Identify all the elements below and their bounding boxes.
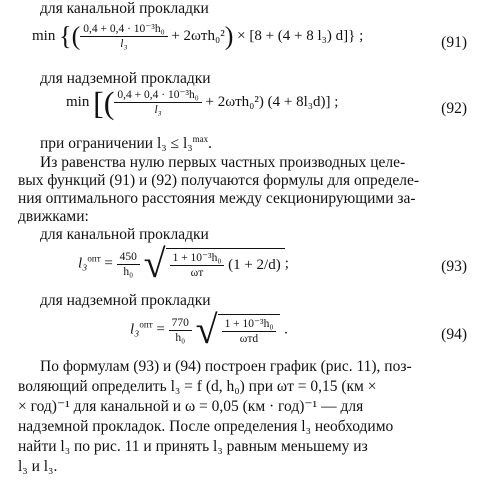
text-line-above-ground-1: для надземной прокладки <box>40 70 211 87</box>
paragraph-2-line-6: l₃ и l₃. <box>18 458 58 475</box>
paragraph-1-line-2: вых функций (91) и (92) получаются формулы для определе- <box>18 172 419 189</box>
paragraph-2-line-2: воляющий определить l₃ = f (d, h₀) при ωт = 0,15 (км × <box>18 378 377 395</box>
equation-number-92: (92) <box>441 100 467 117</box>
min-operator: min <box>32 27 56 44</box>
paragraph-2-line-4: надземной прокладок. После определения l₃ необходимо <box>18 418 394 435</box>
paragraph-2-line-5: найти l₃ по рис. 11 и принять l₃ равным меньшему из <box>18 438 368 455</box>
equation-91: min {( $\frac{\text{0,4 + 0,4 · 10⁻³h₀}}{\text{l₃}}$ + 2ωтh₀²) × [8 + (4 + 8 l₃) d]} ; <box>32 21 364 51</box>
equation-94: l₃$^{опт}$ = $\frac{770}{\text{h₀}}$ √ $\frac{\text{1 + 10⁻³h₀}}{\text{ωтd}}$ . <box>130 307 288 352</box>
fraction-91: $\frac{\text{0,4 + 0,4 · 10⁻³h₀}}{\text{l₃}}$ <box>80 22 167 51</box>
constraint-line: при ограничении l₃ ≤ l₃$^{max}$. <box>40 134 213 153</box>
sqrt-93: √ $\frac{\text{1 + 10⁻³h₀}}{\omega т}$ (1 + 2/d) <box>144 248 285 280</box>
paragraph-2-line-3: × год)⁻¹ для канальной и ω = 0,05 (км · год)⁻¹ — для <box>18 398 364 415</box>
equation-number-93: (93) <box>441 258 467 275</box>
fraction-94: $\frac{770}{\text{h₀}}$ <box>169 316 192 345</box>
paragraph-2-line-1: По формулам (93) и (94) построен график (рис. 11), поз- <box>40 358 412 375</box>
equation-93: l₃$^{опт}$ = $\frac{450}{\text{h₀}}$ √ $\frac{\text{1 + 10⁻³h₀}}{\omega т}$ (1 + 2/d) ; <box>78 241 289 286</box>
equation-number-94: (94) <box>441 326 467 343</box>
text-line-above-ground-2: для надземной прокладки <box>40 292 211 309</box>
sqrt-94: √ $\frac{\text{1 + 10⁻³h₀}}{\text{ωтd}}$ <box>196 314 281 346</box>
paragraph-1-line-3: ния оптимального расстояния между секционирующими за- <box>18 190 416 207</box>
equation-92: min [( $\frac{\text{0,4 + 0,4 · 10⁻³h₀}}{\text{l₃}}$ + 2ωтh₀²) (4 + 8l₃d)] ; <box>66 84 339 121</box>
paragraph-1-line-4: движками: <box>18 208 89 225</box>
equation-number-91: (91) <box>441 34 467 51</box>
text-line-channel-1: для канальной прокладки <box>40 0 209 17</box>
text-line-channel-2: для канальной прокладки <box>40 226 209 243</box>
paragraph-1-line-1: Из равенства нулю первых частных производных целе- <box>40 154 406 171</box>
fraction-93: $\frac{450}{\text{h₀}}$ <box>117 250 140 279</box>
fraction-92: $\frac{\text{0,4 + 0,4 · 10⁻³h₀}}{\text{l₃}}$ <box>114 88 201 117</box>
